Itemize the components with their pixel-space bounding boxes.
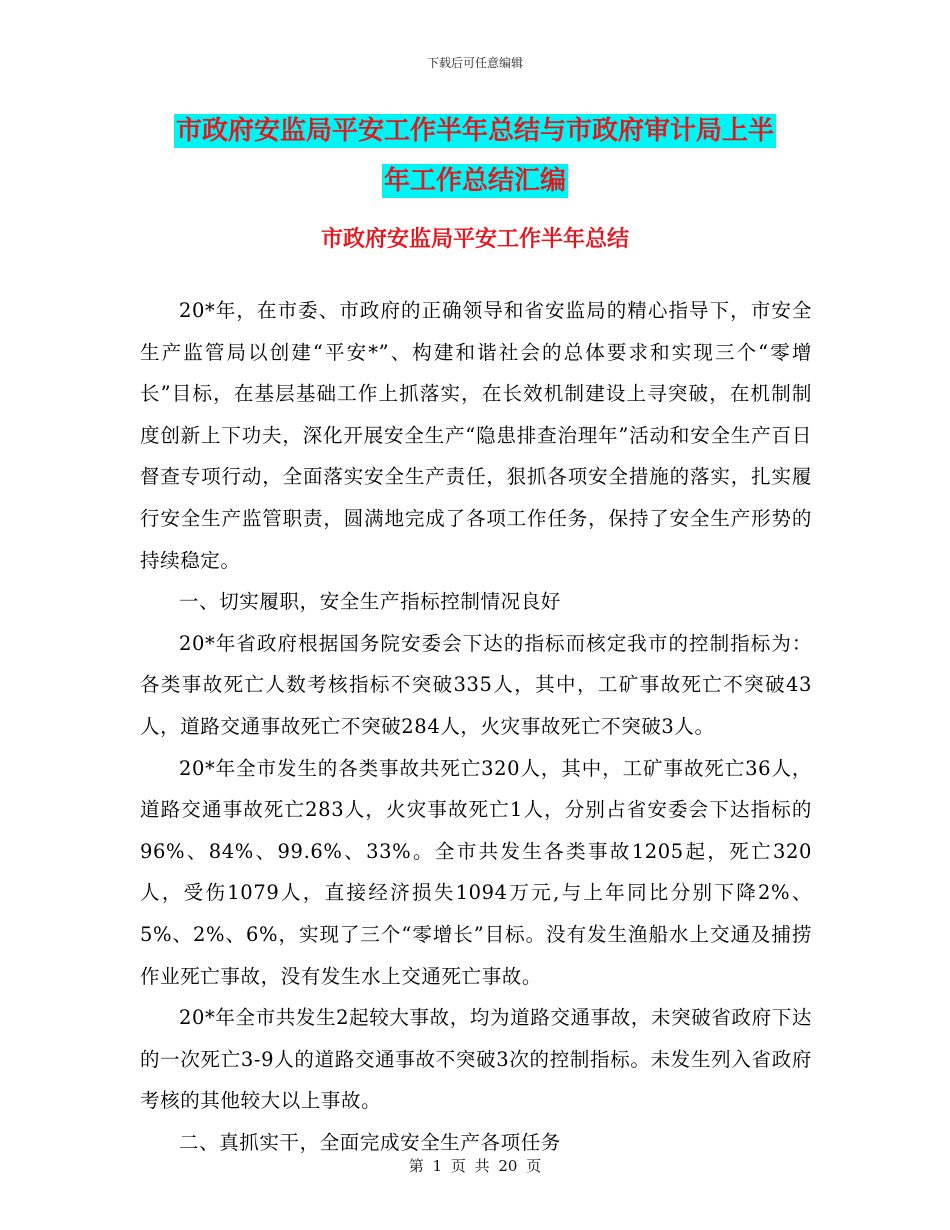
paragraph: 20*年全市共发生2起较大事故，均为道路交通事故，未突破省政府下达的一次死亡3-9人的道路交通事故不突破3次的控制指标。未发生列入省政府考核的其他较大以上事故。 (140, 1006, 812, 1113)
paragraph: 20*年省政府根据国务院安委会下达的指标而核定我市的控制指标为：各类事故死亡人数考核指标不突破335人，其中，工矿事故死亡不突破43人，道路交通事故死亡不突破284人，火灾事故死亡不突破3人。 (140, 631, 812, 738)
body-text (140, 290, 812, 1163)
page-number-footer: 第 1 页 共 20 页 (408, 1157, 542, 1175)
paragraph: 20*年，在市委、市政府的正确领导和省安监局的精心指导下，市安全生产监管局以创建“平安*”、构建和谐社会的总体要求和实现三个“零增长”目标，在基层基础工作上抓落实，在长效机制建设上寻突破，在机制制度创新上下功夫，深化开展安全生产“隐患排查治理年”活动和安全生产百日督查专项行动，全面落实安全生产责任，狠抓各项安全措施的落实，扎实履行安全生产监管职责，圆满地完成了各项工作任务，保持了安全生产形势的持续稳定。 (140, 299, 812, 572)
section-heading: 二、真抓实干，全面完成安全生产各项任务 (179, 1130, 561, 1154)
section-heading: 一、切实履职，安全生产指标控制情况良好 (179, 590, 561, 614)
section-title: 市政府安监局平安工作半年总结 (320, 227, 629, 252)
document-title-line-1: 市政府安监局平安工作半年总结与市政府审计局上半 (175, 116, 774, 146)
document-title-line-2: 年工作总结汇编 (383, 166, 566, 196)
document-title (140, 106, 810, 206)
paragraph: 20*年全市发生的各类事故共死亡320人，其中，工矿事故死亡36人，道路交通事故死亡283人，火灾事故死亡1人，分别占省安委会下达指标的96%、84%、99.6%、33%。全市共发生各类事故1205起，死亡320人，受伤1079人，直接经济损失1094万元,与上年同比分别下降2%、5%、2%、6%，实现了三个“零增长”目标。没有发生渔船水上交通及捕捞作业死亡事故，没有发生水上交通死亡事故。 (140, 756, 812, 988)
header-note: 下载后可任意编辑 (426, 56, 523, 70)
